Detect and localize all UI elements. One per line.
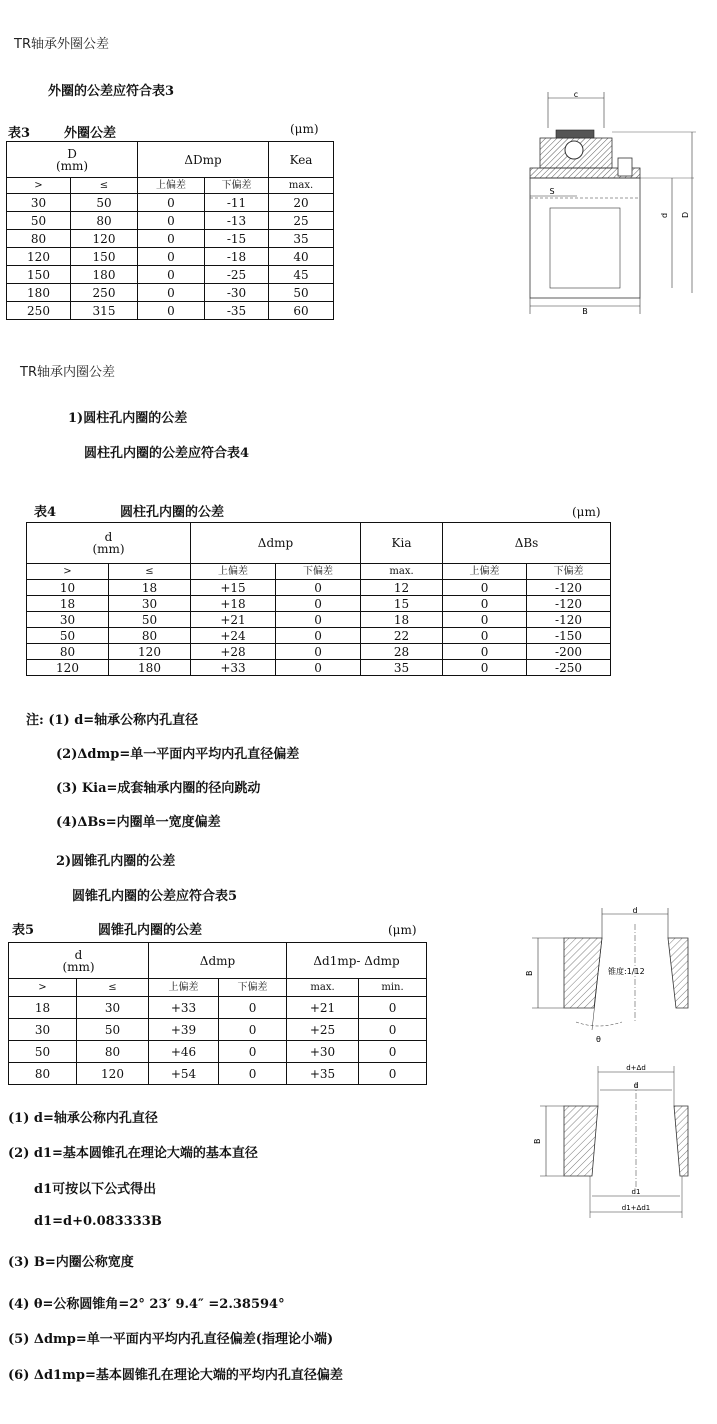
section-heading-inner-ring: TR轴承内圈公差: [20, 365, 115, 380]
table-row: [9, 1041, 427, 1063]
table-cell: 0: [359, 1063, 427, 1085]
table4-title: 圆柱孔内圈的公差: [120, 505, 225, 520]
table3-sub-gt: >: [7, 178, 71, 194]
table-cell: 10: [27, 580, 109, 596]
table5-header-delta2: Δd1mp- Δdmp: [287, 943, 427, 979]
table3-sub-le: ≤: [71, 178, 138, 194]
table-cell: 45: [269, 266, 334, 284]
table-cell: 120: [7, 248, 71, 266]
table-cell: -200: [527, 644, 611, 660]
dim-label-big-d: D: [681, 211, 690, 218]
table-cell: 30: [77, 997, 149, 1019]
table-cell: +35: [287, 1063, 359, 1085]
table-cell: +24: [191, 628, 276, 644]
table-cell: 80: [109, 628, 191, 644]
table3-sub-max: max.: [269, 178, 334, 194]
table4-sub-le: ≤: [109, 564, 191, 580]
table5-unit: (μm): [388, 923, 417, 937]
dev-dim-d1: d1: [631, 1188, 641, 1196]
table-cell: 180: [7, 284, 71, 302]
table-cell: 80: [7, 230, 71, 248]
table3: [6, 141, 334, 320]
table-cell: -150: [527, 628, 611, 644]
table-cell: 50: [269, 284, 334, 302]
table-cell: 50: [7, 212, 71, 230]
table-cell: 80: [27, 644, 109, 660]
table3-sub-lower: 下偏差: [205, 178, 269, 194]
table4-body: [27, 580, 611, 676]
table-cell: 315: [71, 302, 138, 320]
taper-angle-theta: θ: [596, 1035, 601, 1044]
table-cell: -25: [205, 266, 269, 284]
table5-header-d-unit: (mm): [62, 959, 95, 974]
table4-label: 表4: [34, 505, 57, 520]
table5-sub-gt: >: [9, 979, 77, 997]
table-cell: +28: [191, 644, 276, 660]
table-cell: 30: [27, 612, 109, 628]
table4-unit: (μm): [572, 505, 601, 519]
section-heading-outer-ring: TR轴承外圈公差: [14, 37, 109, 52]
table4-sub-upper: 上偏差: [191, 564, 276, 580]
table3-body: [7, 194, 334, 320]
table-row: [7, 212, 334, 230]
table-row: [7, 302, 334, 320]
table5-note-5: (3) B=内圈公称宽度: [8, 1255, 134, 1270]
table-cell: -35: [205, 302, 269, 320]
table-cell: 0: [138, 302, 205, 320]
table4-header-d: [27, 523, 191, 564]
table4-note-3: (3) Kia=成套轴承内圈的径向跳动: [56, 781, 261, 796]
cylindrical-bore-intro: 圆柱孔内圈的公差应符合表4: [84, 446, 250, 461]
table-cell: 40: [269, 248, 334, 266]
table-cell: 180: [109, 660, 191, 676]
table-cell: 0: [219, 1019, 287, 1041]
table3-sub-upper: 上偏差: [138, 178, 205, 194]
table-row: [7, 230, 334, 248]
table5-body: [9, 997, 427, 1085]
table-cell: 150: [71, 248, 138, 266]
table5-header-delta: Δdmp: [149, 943, 287, 979]
table-cell: +25: [287, 1019, 359, 1041]
table-cell: 18: [9, 997, 77, 1019]
table-row: [27, 644, 611, 660]
table-cell: +18: [191, 596, 276, 612]
table-cell: 25: [269, 212, 334, 230]
outer-ring-intro: 外圈的公差应符合表3: [48, 84, 175, 99]
table-cell: 18: [361, 612, 443, 628]
table-cell: +33: [149, 997, 219, 1019]
dev-dim-d-plus: d+Δd: [626, 1064, 646, 1072]
table5-sub-min: min.: [359, 979, 427, 997]
table-cell: -13: [205, 212, 269, 230]
taper-right-wall: [668, 938, 688, 1008]
table-cell: 0: [443, 580, 527, 596]
table5: [8, 942, 427, 1085]
table5-title: 圆锥孔内圈的公差: [98, 923, 203, 938]
table-row: [9, 1063, 427, 1085]
table-cell: +21: [287, 997, 359, 1019]
table-cell: +30: [287, 1041, 359, 1063]
table5-note-7: (5) Δdmp=单一平面内平均内孔直径偏差(指理论小端): [8, 1332, 334, 1347]
table-cell: 0: [138, 212, 205, 230]
dim-label-b: B: [582, 307, 588, 316]
dim-label-s: S: [549, 187, 555, 196]
table-cell: -250: [527, 660, 611, 676]
tapered-bore-diagram: [518, 904, 692, 1046]
table4-header-d-unit: (mm): [92, 542, 125, 556]
table-cell: +15: [191, 580, 276, 596]
table-cell: 0: [443, 660, 527, 676]
table-cell: 50: [9, 1041, 77, 1063]
dev-left-wall: [564, 1106, 598, 1176]
table5-note-2: (2) d1=基本圆锥孔在理论大端的基本直径: [8, 1146, 258, 1161]
table4: [26, 522, 611, 676]
table3-header-d-unit: (mm): [55, 158, 89, 173]
dim-label-d: d: [660, 212, 669, 218]
table-cell: 28: [361, 644, 443, 660]
table-cell: 250: [7, 302, 71, 320]
table-cell: +21: [191, 612, 276, 628]
table-cell: +33: [191, 660, 276, 676]
table-cell: 0: [359, 1041, 427, 1063]
table-cell: 50: [77, 1019, 149, 1041]
table-cell: 35: [269, 230, 334, 248]
table-cell: -18: [205, 248, 269, 266]
table4-note-2: (2)Δdmp=单一平面内平均内孔直径偏差: [56, 747, 300, 762]
table5-sub-max: max.: [287, 979, 359, 997]
table5-header-d: [9, 943, 149, 979]
table-cell: 50: [27, 628, 109, 644]
table-cell: 0: [138, 284, 205, 302]
table-row: [27, 660, 611, 676]
table4-sub-gt: >: [27, 564, 109, 580]
set-screw-icon: [618, 158, 632, 176]
table-cell: 0: [276, 628, 361, 644]
table-cell: 30: [9, 1019, 77, 1041]
table-cell: 0: [359, 1019, 427, 1041]
table-row: [9, 1019, 427, 1041]
tapered-bore-intro: 圆锥孔内圈的公差应符合表5: [72, 889, 238, 904]
taper-dim-d: d: [632, 906, 638, 915]
table-cell: 18: [27, 596, 109, 612]
table-row: [9, 997, 427, 1019]
dev-right-wall: [674, 1106, 688, 1176]
table-cell: -120: [527, 612, 611, 628]
table-row: [27, 580, 611, 596]
table-row: [27, 596, 611, 612]
taper-ratio-label: 锥度:1/12: [608, 967, 645, 976]
table-cell: 0: [443, 644, 527, 660]
table-row: [7, 194, 334, 212]
table-cell: +46: [149, 1041, 219, 1063]
table4-header-d-label: d: [104, 530, 113, 544]
table4-header-kia: Kia: [361, 523, 443, 564]
table4-header-bs: ΔBs: [443, 523, 611, 564]
table-cell: 0: [219, 1041, 287, 1063]
table4-sub-lower: 下偏差: [276, 564, 361, 580]
table4-sub-lower2: 下偏差: [527, 564, 611, 580]
table3-label: 表3: [8, 126, 31, 141]
table-cell: 50: [109, 612, 191, 628]
table-cell: 120: [109, 644, 191, 660]
table-cell: 80: [9, 1063, 77, 1085]
table-cell: 18: [109, 580, 191, 596]
table-cell: -120: [527, 580, 611, 596]
tapered-bore-heading: 2)圆锥孔内圈的公差: [56, 854, 176, 869]
cylindrical-bore-heading: 1)圆柱孔内圈的公差: [68, 411, 188, 426]
table4-note-4: (4)ΔBs=内圈单一宽度偏差: [56, 815, 221, 830]
table-cell: 22: [361, 628, 443, 644]
taper-left-wall: [564, 938, 602, 1008]
table3-unit: (μm): [290, 122, 319, 136]
table4-sub-max: max.: [361, 564, 443, 580]
table3-title: 外圈公差: [64, 126, 117, 141]
table3-header-kea: Kea: [269, 142, 334, 178]
table-row: [27, 628, 611, 644]
table-cell: 0: [138, 230, 205, 248]
table-cell: +54: [149, 1063, 219, 1085]
table-cell: 15: [361, 596, 443, 612]
table-cell: 120: [77, 1063, 149, 1085]
table-cell: -11: [205, 194, 269, 212]
bore-outline: [550, 208, 620, 288]
table-cell: -120: [527, 596, 611, 612]
table-cell: 50: [71, 194, 138, 212]
table5-note-8: (6) Δd1mp=基本圆锥孔在理论大端的平均内孔直径偏差: [8, 1368, 343, 1383]
table-cell: 0: [219, 1063, 287, 1085]
table-cell: 0: [443, 612, 527, 628]
table-cell: 35: [361, 660, 443, 676]
table-cell: 0: [138, 194, 205, 212]
table-cell: 0: [276, 580, 361, 596]
table-cell: 0: [359, 997, 427, 1019]
dev-dim-b: B: [533, 1138, 542, 1144]
table-cell: 60: [269, 302, 334, 320]
table-cell: 0: [276, 612, 361, 628]
table-cell: 30: [109, 596, 191, 612]
table-cell: 0: [443, 596, 527, 612]
table-cell: 0: [276, 660, 361, 676]
table-cell: 180: [71, 266, 138, 284]
table5-header-d-label: d: [74, 947, 83, 962]
table-cell: 120: [27, 660, 109, 676]
taper-dim-b: B: [525, 970, 534, 976]
table3-header-d: [7, 142, 138, 178]
table-row: [7, 284, 334, 302]
table-row: [7, 266, 334, 284]
tapered-bore-deviation-diagram: [518, 1058, 692, 1220]
table-cell: 12: [361, 580, 443, 596]
table-cell: 120: [71, 230, 138, 248]
table5-sub-upper: 上偏差: [149, 979, 219, 997]
table-cell: -15: [205, 230, 269, 248]
table-cell: 30: [7, 194, 71, 212]
table5-note-1: (1) d=轴承公称内孔直径: [8, 1111, 158, 1126]
dim-label-c: c: [573, 90, 579, 99]
table4-header-delta: Δdmp: [191, 523, 361, 564]
table5-sub-lower: 下偏差: [219, 979, 287, 997]
table-cell: 0: [219, 997, 287, 1019]
dev-dim-d: d: [633, 1081, 639, 1090]
table-cell: 0: [138, 248, 205, 266]
ball-icon: [565, 141, 583, 159]
table-cell: +39: [149, 1019, 219, 1041]
table-row: [7, 248, 334, 266]
outer-ring-bearing-diagram: [522, 88, 714, 320]
table-row: [27, 612, 611, 628]
table-cell: 0: [138, 266, 205, 284]
table5-note-4: d1=d+0.083333B: [34, 1214, 162, 1229]
dev-dim-d1-plus: d1+Δd1: [621, 1204, 651, 1212]
table-cell: 0: [443, 628, 527, 644]
table-cell: 250: [71, 284, 138, 302]
table5-sub-le: ≤: [77, 979, 149, 997]
table3-header-delta: ΔDmp: [138, 142, 269, 178]
table-cell: 0: [276, 596, 361, 612]
table3-header-d-label: D: [67, 146, 77, 161]
table5-note-6: (4) θ=公称圆锥角=2° 23′ 9.4″ =2.38594°: [8, 1297, 285, 1312]
table-cell: -30: [205, 284, 269, 302]
table4-note-1: 注: (1) d=轴承公称内孔直径: [26, 713, 199, 728]
table5-label: 表5: [12, 923, 35, 938]
table5-note-3: d1可按以下公式得出: [34, 1182, 157, 1197]
table-cell: 150: [7, 266, 71, 284]
table-cell: 80: [77, 1041, 149, 1063]
table-cell: 80: [71, 212, 138, 230]
table4-sub-upper2: 上偏差: [443, 564, 527, 580]
table-cell: 20: [269, 194, 334, 212]
table-cell: 0: [276, 644, 361, 660]
